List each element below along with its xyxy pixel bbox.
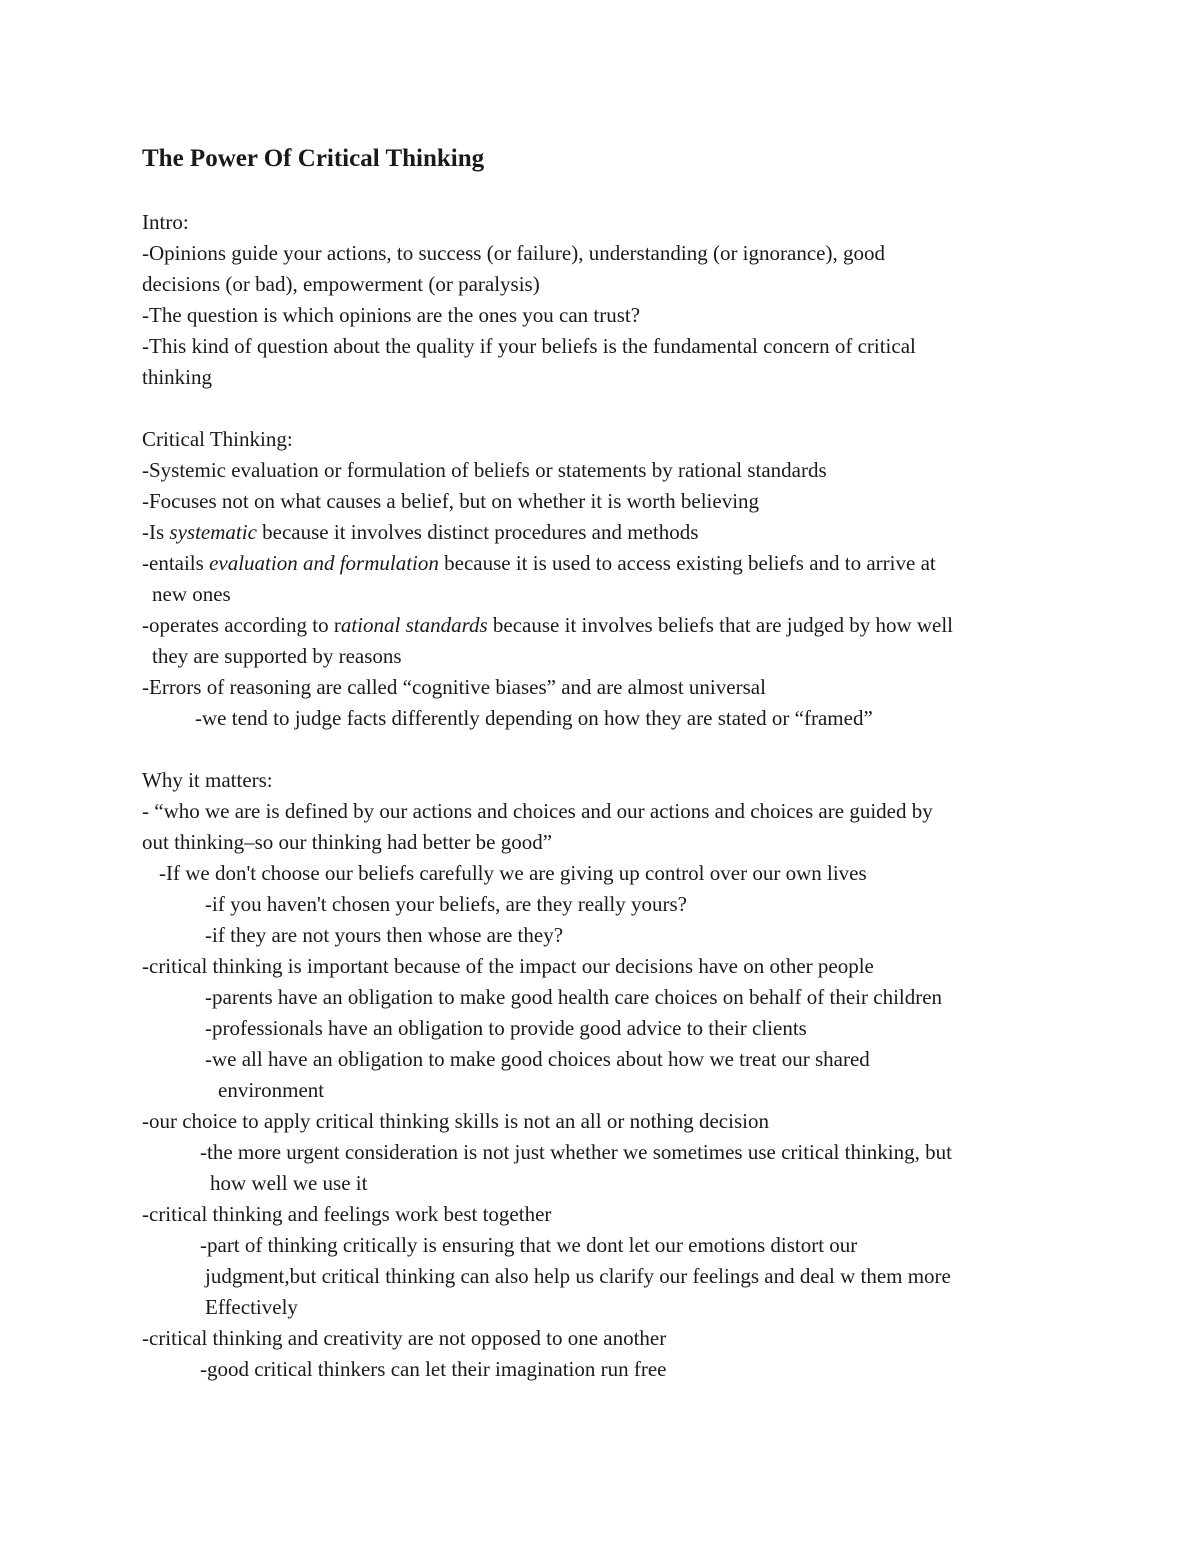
why-it-matters-line: -critical thinking and feelings work best together <box>142 1202 552 1226</box>
why-it-matters-line: out thinking–so our thinking had better be good” <box>142 830 553 854</box>
why-it-matters-line: -professionals have an obligation to provide good advice to their clients <box>205 1016 807 1040</box>
critical-thinking-line: -we tend to judge facts differently depending on how they are stated or “framed” <box>195 706 873 730</box>
why-it-matters-line: environment <box>218 1078 325 1102</box>
document-title: The Power Of Critical Thinking <box>142 145 485 172</box>
why-it-matters-line: judgment,but critical thinking can also help us clarify our feelings and deal w them more <box>205 1264 951 1288</box>
why-it-matters-line: -our choice to apply critical thinking skills is not an all or nothing decision <box>142 1109 769 1133</box>
critical-thinking-line: -Systemic evaluation or formulation of beliefs or statements by rational standards <box>142 458 827 482</box>
intro-heading: Intro: <box>142 210 189 234</box>
why-it-matters-line: -part of thinking critically is ensuring that we dont let our emotions distort our <box>200 1233 858 1257</box>
critical-thinking-line <box>142 610 953 641</box>
why-it-matters-heading: Why it matters: <box>142 768 273 792</box>
critical-thinking-line <box>142 517 698 548</box>
italic-term: evaluation and formulation <box>209 551 439 575</box>
line-text: because it involves distinct procedures and methods <box>256 520 699 544</box>
intro-line: -This kind of question about the quality if your beliefs is the fundamental concern of critical <box>142 334 916 358</box>
critical-thinking-heading: Critical Thinking: <box>142 427 293 451</box>
line-text: because it is used to access existing beliefs and to arrive at <box>438 551 936 575</box>
critical-thinking-line: -Focuses not on what causes a belief, but on whether it is worth believing <box>142 489 760 513</box>
why-it-matters-line: -critical thinking is important because of the impact our decisions have on other people <box>142 954 874 978</box>
why-it-matters-line: how well we use it <box>210 1171 368 1195</box>
why-it-matters-line: -critical thinking and creativity are not opposed to one another <box>142 1326 667 1350</box>
why-it-matters-line: -we all have an obligation to make good choices about how we treat our shared <box>205 1047 870 1071</box>
intro-line: -The question is which opinions are the ones you can trust? <box>142 303 641 327</box>
why-it-matters-line: -if you haven't chosen your beliefs, are they really yours? <box>205 892 687 916</box>
line-text: because it involves beliefs that are judged by how well <box>487 613 954 637</box>
why-it-matters-line: -the more urgent consideration is not just whether we sometimes use critical thinking, but <box>200 1140 952 1164</box>
italic-term: ational standards <box>340 613 488 637</box>
why-it-matters-line: Effectively <box>205 1295 298 1319</box>
line-text: -operates according to r <box>142 613 341 637</box>
why-it-matters-line: -if they are not yours then whose are they? <box>205 923 564 947</box>
intro-line: thinking <box>142 365 213 389</box>
why-it-matters-line: -parents have an obligation to make good health care choices on behalf of their children <box>205 985 943 1009</box>
line-text: -entails <box>142 551 210 575</box>
why-it-matters-line: -If we don't choose our beliefs carefully we are giving up control over our own lives <box>159 861 867 885</box>
intro-line: decisions (or bad), empowerment (or paralysis) <box>142 272 540 296</box>
intro-line: -Opinions guide your actions, to success (or failure), understanding (or ignorance), good <box>142 241 885 265</box>
critical-thinking-line: they are supported by reasons <box>152 644 402 668</box>
critical-thinking-line <box>142 548 936 579</box>
critical-thinking-line: -Errors of reasoning are called “cognitive biases” and are almost universal <box>142 675 766 699</box>
why-it-matters-line: -good critical thinkers can let their imagination run free <box>200 1357 667 1381</box>
italic-term: systematic <box>169 520 257 544</box>
line-text: -Is <box>142 520 170 544</box>
why-it-matters-line: - “who we are is defined by our actions and choices and our actions and choices are guided by <box>142 799 933 823</box>
critical-thinking-line: new ones <box>152 582 231 606</box>
